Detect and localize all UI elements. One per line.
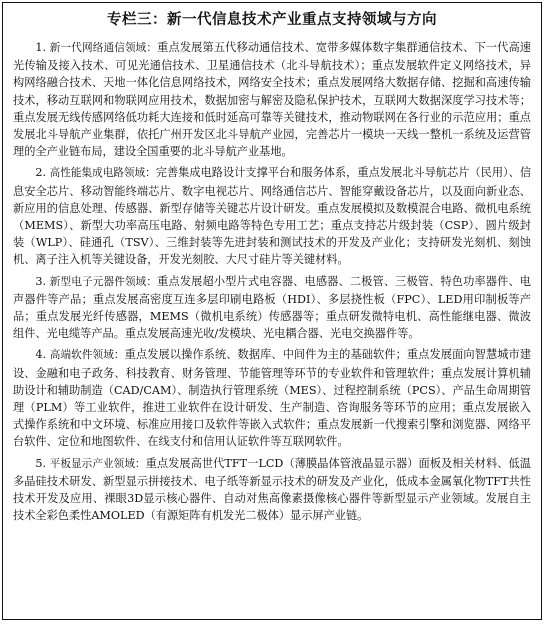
section-flat-panel-display: [13, 455, 531, 525]
column-box: [2, 2, 542, 620]
section-number: 5.: [35, 456, 47, 470]
section-number: 1.: [35, 41, 47, 54]
section-heading: 平板显示产业领域：: [49, 457, 146, 470]
column-title: 专栏三：新一代信息技术产业重点支持领域与方向: [107, 12, 437, 28]
section-body: 重点发展高世代TFT一LCD（薄膜晶体管液晶显示器）面板及相关材料、低温多晶硅技术研发、新型显示拼接技术、电子纸等新显示技术的研发及产业化，低成本金属氧化物TFT共性技术开发及应用、裸眼3D显示核心器件、自动对焦高像素摄像核心器件等新型显示产业领域。发展自主技术全彩色柔性AMOLED（有源矩阵有机发光二极体）显示屏产业链。: [13, 456, 531, 523]
section-network-communication: [13, 39, 531, 160]
section-integrated-circuits: [13, 164, 531, 268]
section-number: 3.: [35, 274, 47, 288]
section-heading: 高端软件领域：: [49, 349, 125, 362]
section-heading: 高性能集成电路领域：: [49, 167, 156, 180]
section-body: 完善集成电路设计支撑平台和服务体系，重点发展北斗导航芯片（民用）、信息安全芯片、移动智能终端芯片、数字电视芯片、网络通信芯片、智能穿戴设备芯片，以及面向新业态、新应用的信息处理、传感器、新型存储等关键芯片设计研发。重点发展模拟及数模混合电路、微机电系统（MEMS）、新型大功率高压电路、射频电路等特色专用工艺；重点支持芯片级封装（CSP）、圆片级封装（WLP）、硅通孔（TSV）、三维封装等先进封装和测试技术的开发及产业化；支持研发光刻机、刻蚀机、离子注入机等关键设备，开发光刻胶、大尺寸硅片等关键材料。: [13, 166, 532, 267]
section-body: 重点发展超小型片式电容器、电感器、二极管、三极管、特色功率器件、电声器件等产品；重点发展高密度互连多层印刷电路板（HDI）、多层挠性板（FPC）、LED用印制板等产品；重点发展光纤传感器，MEMS（微机电系统）传感器等；重点研发微特电机、高性能继电器、微波组件、光电缆等产品。重点发展高速光收/发模块、光电耦合器、光电交换器件等。: [13, 274, 531, 341]
section-number: 4.: [35, 348, 47, 362]
section-electronic-components: [13, 273, 531, 343]
section-high-end-software: [13, 346, 531, 450]
section-heading: 新一代网络通信领域：: [49, 42, 158, 54]
section-heading: 新型电子元器件领域：: [49, 275, 158, 288]
section-number: 2.: [35, 166, 47, 180]
section-body: 重点发展第五代移动通信技术、宽带多媒体数字集群通信技术、下一代高速光传输及接入技术、可见光通信技术、卫星通信技术（北斗导航技术）；重点发展软件定义网络技术，异构网络融合技术、天地一体化信息网络技术，网络安全技术；重点发展网络大数据存储、挖掘和高速传输技术，移动互联网和物联网应用技术，数据加密与解密及隐私保护技术，互联网大数据深度学习技术等；重点发展无线传感网络低功耗大连接和低时延高可靠等关键技术，推动物联网在各行业的示范应用；重点发展北斗导航产业集群，依托广州开发区北斗导航产业园，完善芯片一模块一天线一整机一系统及运营管理的全产业链布局，建设全国重要的北斗导航产业基地。: [13, 41, 531, 159]
section-body: 重点发展以操作系统、数据库、中间件为主的基础软件；重点发展面向智慧城市建设、金融和电子政务、科技教育、财务管理、节能管理等环节的专业软件和管理软件；重点发展计算机辅助设计和辅助制造（CAD/CAM）、制造执行管理系统（MES）、过程控制系统（PCS）、产品生命周期管理（PLM）等工业软件，推进工业软件在设计研发、生产制造、咨询服务等环节的应用；重点发展嵌入式操作系统和中文环境、标准应用接口及软件等嵌入式软件；重点发展新一代搜索引擎和浏览器、网络平台软件、定位和地图软件、在线支付和信用认证软件等互联网软件。: [13, 348, 532, 449]
